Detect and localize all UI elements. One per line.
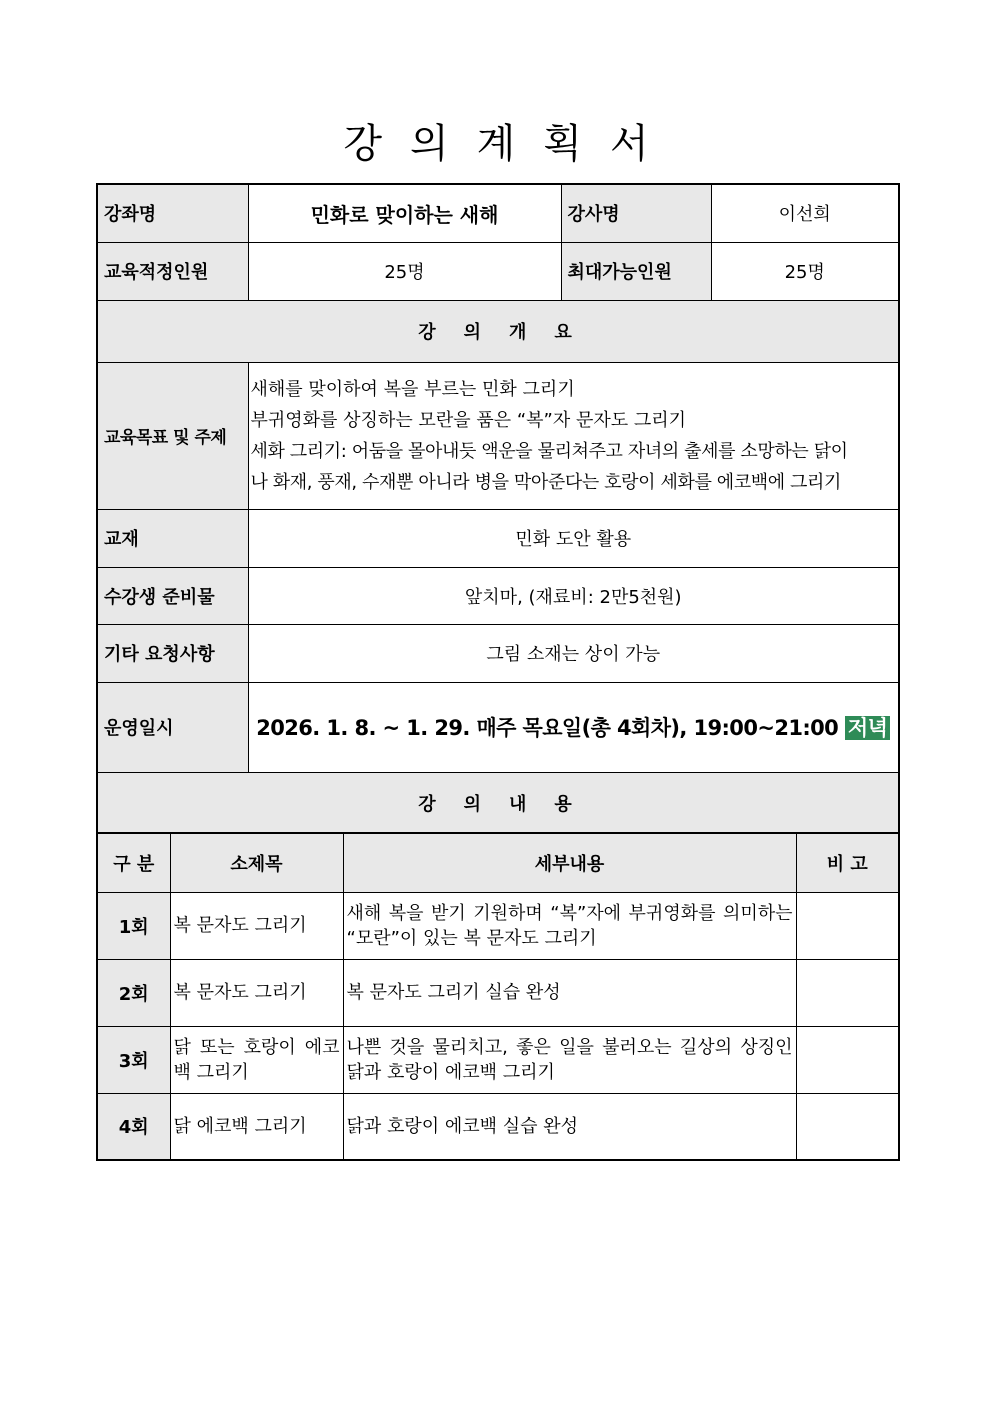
instructor-value: 이선희 <box>711 184 899 242</box>
instructor-label <box>561 184 711 242</box>
evening-badge: 저녁 <box>845 716 890 740</box>
course-name-value: 민화로 맞이하는 새해 <box>248 184 561 242</box>
max-capacity-label-text: 최대가능인원 <box>567 262 672 283</box>
subtitle-cell: 복 문자도 그리기 <box>170 959 343 1026</box>
textbook-label-text: 교재 <box>104 529 139 550</box>
schedule-label <box>97 682 248 772</box>
content-section-header: 강의내용 <box>97 772 899 834</box>
goal-label: 교육목표 및 주제 <box>97 362 248 509</box>
schedule-label-text: 운영일시 <box>104 718 174 739</box>
course-content-table <box>96 832 900 1161</box>
header-note: 비 고 <box>796 833 899 892</box>
detail-cell: 닭과 호랑이 에코백 실습 완성 <box>343 1093 796 1160</box>
max-capacity-value: 25명 <box>711 242 899 300</box>
session-cell: 3회 <box>97 1026 170 1093</box>
note-cell <box>796 1026 899 1093</box>
table-row <box>97 959 899 1026</box>
textbook-value: 민화 도안 활용 <box>248 509 899 567</box>
instructor-label-text: 강사명 <box>567 204 620 226</box>
schedule-value-cell <box>248 682 899 772</box>
course-name-label <box>97 184 248 242</box>
note-cell <box>796 959 899 1026</box>
supplies-value: 앞치마, (재료비: 2만5천원) <box>248 567 899 624</box>
session-cell: 2회 <box>97 959 170 1026</box>
capacity-label <box>97 242 248 300</box>
goal-line-4: 나 화재, 풍재, 수재뿐 아니라 병을 막아준다는 호랑이 세화를 에코백에 그리기 <box>250 471 841 493</box>
capacity-value: 25명 <box>248 242 561 300</box>
note-cell <box>796 892 899 959</box>
goal-line-3: 세화 그리기: 어둠을 몰아내듯 액운을 물리쳐주고 자녀의 출세를 소망하는 닭이 <box>250 440 848 462</box>
table-row <box>97 1026 899 1093</box>
subtitle-cell: 닭 또는 호랑이 에코백 그리기 <box>170 1026 343 1093</box>
max-capacity-label <box>561 242 711 300</box>
textbook-label <box>97 509 248 567</box>
course-name-label-text: 강좌명 <box>104 204 157 226</box>
table-row <box>97 1093 899 1160</box>
header-detail: 세부내용 <box>343 833 796 892</box>
overview-section-header: 강의개요 <box>97 300 899 362</box>
subtitle-cell: 복 문자도 그리기 <box>170 892 343 959</box>
session-cell: 1회 <box>97 892 170 959</box>
page-title: 강의계획서 <box>343 121 677 167</box>
table-row <box>97 892 899 959</box>
detail-cell: 새해 복을 받기 기원하며 “복”자에 부귀영화를 의미하는 “모란”이 있는 복 문자도 그리기 <box>343 892 796 959</box>
session-cell: 4회 <box>97 1093 170 1160</box>
requests-value: 그림 소재는 상이 가능 <box>248 624 899 682</box>
course-info-table <box>96 183 900 835</box>
header-subtitle: 소제목 <box>170 833 343 892</box>
detail-cell: 복 문자도 그리기 실습 완성 <box>343 959 796 1026</box>
schedule-value: 2026. 1. 8. ~ 1. 29. 매주 목요일(총 4회차), 19:00~21:00 <box>256 716 839 740</box>
detail-cell: 나쁜 것을 물리치고, 좋은 일을 불러오는 길상의 상징인 닭과 호랑이 에코백 그리기 <box>343 1026 796 1093</box>
supplies-label: 수강생 준비물 <box>97 567 248 624</box>
note-cell <box>796 1093 899 1160</box>
header-session: 구 분 <box>97 833 170 892</box>
goal-line-2: 부귀영화를 상징하는 모란을 품은 “복”자 문자도 그리기 <box>250 409 687 431</box>
requests-label: 기타 요청사항 <box>97 624 248 682</box>
goal-line-1: 새해를 맞이하여 복을 부르는 민화 그리기 <box>250 378 575 400</box>
subtitle-cell: 닭 에코백 그리기 <box>170 1093 343 1160</box>
goal-content <box>248 362 899 509</box>
capacity-label-text: 교육적정인원 <box>104 262 209 283</box>
